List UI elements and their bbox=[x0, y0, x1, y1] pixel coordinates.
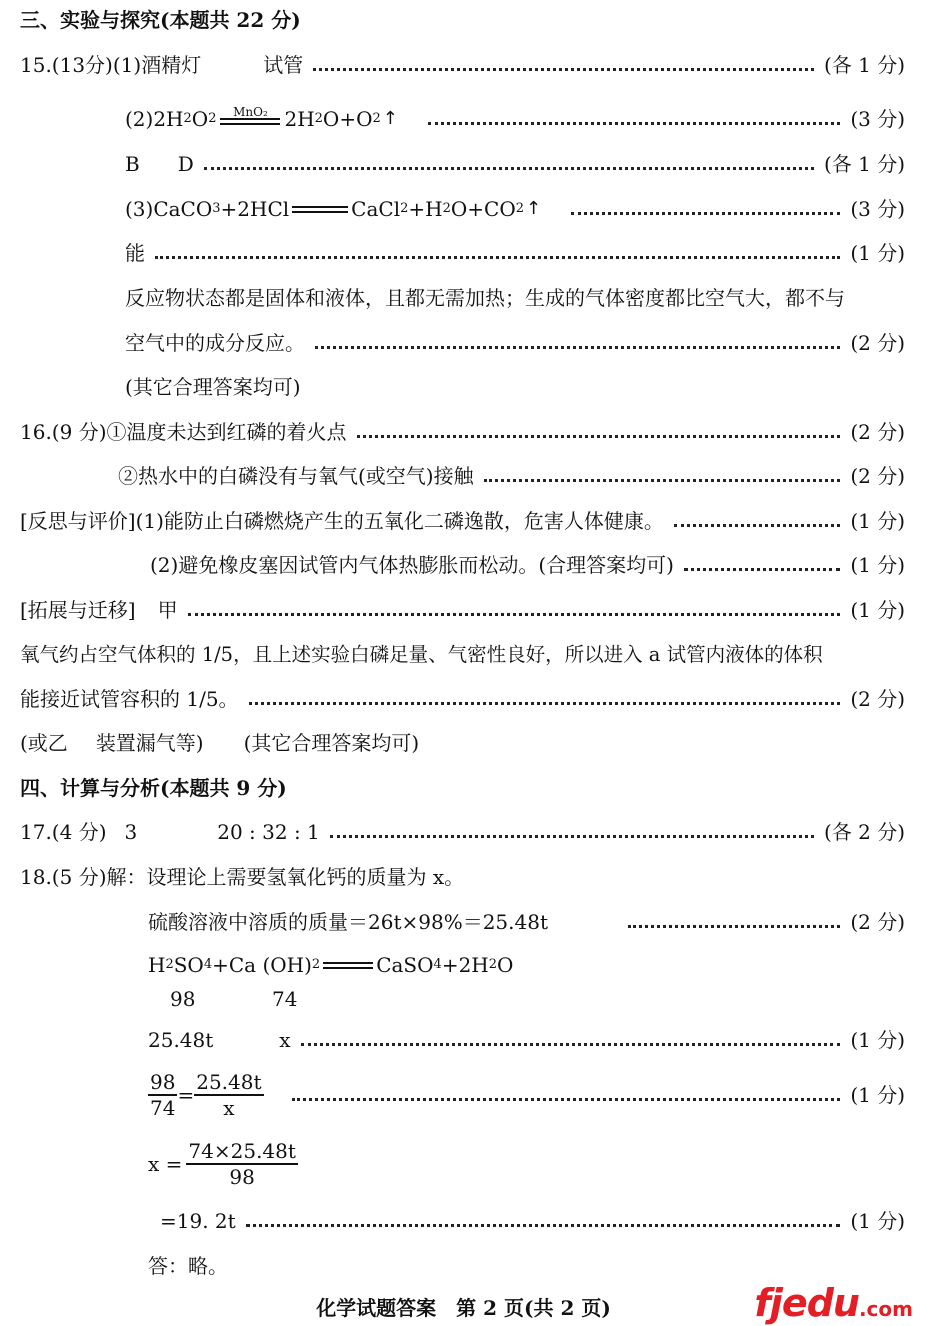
leader-dots bbox=[246, 1224, 841, 1227]
q15-line-2-equation: (2)2H 2 O 2 MnO₂ 2H 2 O+O 2 ↑ (3 分) bbox=[125, 104, 905, 134]
gas-arrow-icon: ↑ bbox=[526, 198, 542, 219]
section-4-title: 四、计算与分析(本题共 9 分) bbox=[20, 776, 287, 800]
site-logo: fjedu.com bbox=[754, 1281, 913, 1325]
q16-line-5: [拓展与迁移] 甲 (1 分) bbox=[20, 598, 905, 622]
leader-dots bbox=[428, 122, 840, 125]
q15-line-5: 能 (1 分) bbox=[125, 241, 905, 265]
q16-line-3: [反思与评价](1)能防止白磷燃烧产生的五氧化二磷逸散，危害人体健康。 (1 分) bbox=[20, 509, 905, 533]
q15-line-3: B D (各 1 分) bbox=[125, 152, 905, 176]
leader-dots bbox=[301, 1043, 841, 1046]
q17-line: 17.(4 分) 3 20 : 32 : 1 (各 2 分) bbox=[20, 820, 905, 844]
leader-dots bbox=[249, 702, 841, 705]
q18-proportion-line: $\frac{98}{74}$ = $\frac{25.48t}{x}$ (1 分) bbox=[150, 1070, 905, 1120]
reaction-condition: MnO₂ bbox=[220, 106, 280, 125]
q16-line-7: 能接近试管容积的 1/5。 (2 分) bbox=[20, 687, 905, 711]
leader-dots bbox=[315, 346, 840, 349]
q16-line-2: ②热水中的白磷没有与氧气(或空气)接触 (2 分) bbox=[118, 464, 905, 488]
q16-line-1: 16.(9 分)①温度未达到红磷的着火点 (2 分) bbox=[20, 420, 905, 444]
gas-arrow-icon: ↑ bbox=[382, 108, 398, 129]
leader-dots bbox=[628, 925, 840, 928]
q18-line-2: 硫酸溶液中溶质的质量＝26t×98%＝25.48t (2 分) bbox=[148, 910, 905, 934]
leader-dots bbox=[155, 256, 840, 259]
leader-dots bbox=[484, 479, 841, 482]
fraction-solve: $\frac{74\times 25.48t}{98}$ bbox=[188, 1139, 296, 1189]
leader-dots bbox=[684, 568, 840, 571]
leader-dots bbox=[204, 167, 814, 170]
leader-dots bbox=[571, 212, 840, 215]
leader-dots bbox=[188, 613, 841, 616]
q15-line-4-equation: (3)CaCO 3 +2HCl CaCl 2 +H 2 O+CO 2 ↑ (3 分) bbox=[125, 194, 905, 224]
q18-values-line: 25.48t x (1 分) bbox=[148, 1028, 905, 1052]
q16-line-8: (或乙 装置漏气等) (其它合理答案均可) bbox=[20, 731, 420, 755]
leader-dots bbox=[313, 68, 814, 71]
q18-molar-mass-1: 98 bbox=[170, 987, 196, 1011]
q18-equation: H 2 SO 4 +Ca (OH) 2 CaSO 4 +2H 2 O bbox=[148, 953, 514, 977]
q15-line-8: (其它合理答案均可) bbox=[125, 375, 301, 399]
q16-line-4: (2)避免橡皮塞因试管内气体热膨胀而松动。(合理答案均可) (1 分) bbox=[150, 553, 905, 577]
leader-dots bbox=[330, 835, 814, 838]
fraction-98-74: $\frac{98}{74}$ bbox=[150, 1070, 176, 1120]
q15-line-7: 空气中的成分反应。 (2 分) bbox=[125, 331, 905, 355]
leader-dots bbox=[292, 1098, 841, 1101]
leader-dots bbox=[674, 524, 840, 527]
q15-line-6: 反应物状态都是固体和液体，且都无需加热；生成的气体密度都比空气大，都不与 bbox=[125, 286, 845, 310]
q18-molar-mass-2: 74 bbox=[272, 987, 298, 1011]
q18-solve-line: x = $\frac{74\times 25.48t}{98}$ bbox=[148, 1139, 296, 1189]
q18-result-line: =19. 2t (1 分) bbox=[160, 1209, 905, 1233]
q16-line-6: 氧气约占空气体积的 1/5，且上述实验白磷足量、气密性良好，所以进入 a 试管内液体的体积 bbox=[20, 643, 823, 666]
fraction-25-48t-x: $\frac{25.48t}{x}$ bbox=[196, 1070, 262, 1120]
q15-line-1: 15.(13分)(1)酒精灯 试管 (各 1 分) bbox=[20, 53, 905, 77]
page-footer: 化学试题答案 第 2 页(共 2 页) bbox=[316, 1296, 611, 1320]
section-3-title: 三、实验与探究(本题共 22 分) bbox=[20, 8, 301, 32]
leader-dots bbox=[357, 435, 841, 438]
q18-answer: 答：略。 bbox=[148, 1254, 228, 1278]
q18-line-1: 18.(5 分)解：设理论上需要氢氧化钙的质量为 x。 bbox=[20, 865, 465, 889]
